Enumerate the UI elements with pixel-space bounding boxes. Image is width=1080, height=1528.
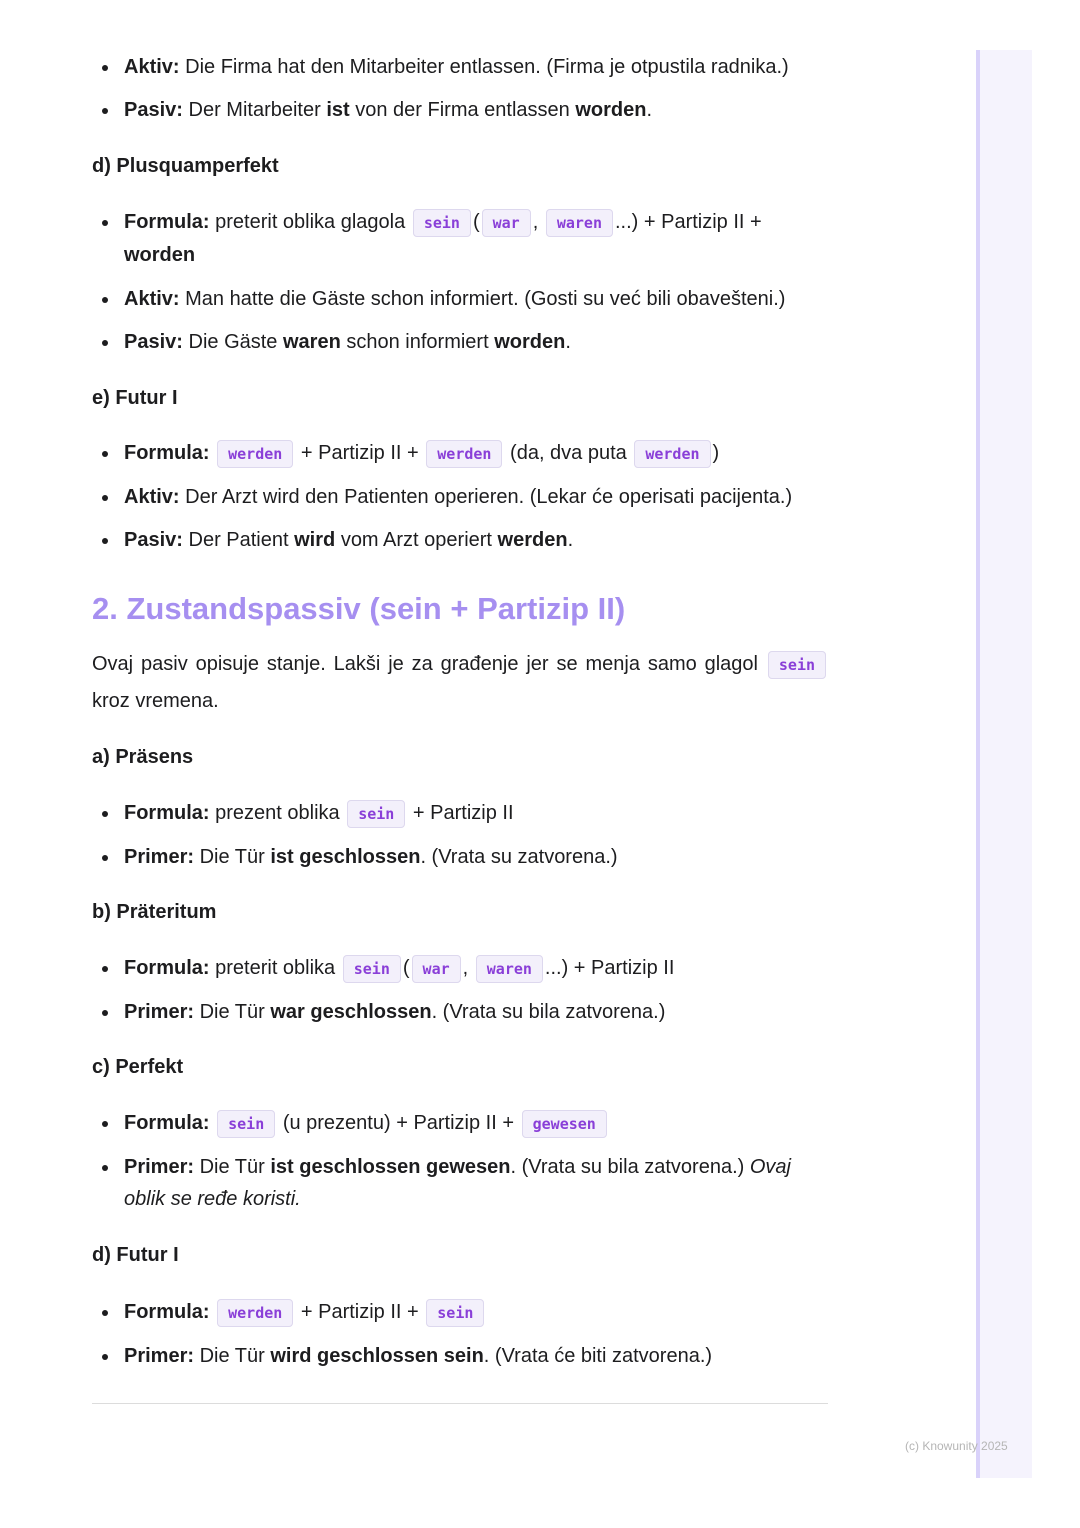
bold: worden — [124, 244, 196, 266]
text: kroz vremena. — [92, 690, 219, 712]
text: vom Arzt operiert — [340, 529, 492, 551]
text: ( — [472, 211, 480, 233]
list-item — [92, 797, 828, 830]
label: Primer: — [124, 1345, 195, 1367]
label: Primer: — [124, 846, 195, 868]
code-sein: sein — [768, 651, 826, 679]
text: ...) + Partizip II + — [614, 211, 762, 233]
list-item — [92, 51, 828, 83]
list-item — [92, 94, 828, 126]
text: . — [646, 99, 653, 121]
perfekt-list — [92, 1107, 828, 1215]
code-werden: werden — [217, 1299, 293, 1327]
text: . (Vrata će biti zatvorena.) — [483, 1345, 713, 1367]
text: Man hatte die Gäste schon informiert. (Gosti su već bili obavešteni.) — [185, 288, 786, 310]
text: ...) + Partizip II — [544, 957, 675, 979]
text: preterit oblika glagola — [215, 211, 406, 233]
bold: werden — [497, 529, 568, 551]
code-sein: sein — [413, 209, 471, 237]
list-item — [92, 952, 828, 985]
list-item — [92, 283, 828, 315]
text: + Partizip II + — [300, 442, 419, 464]
text: , — [462, 957, 469, 979]
label: Aktiv: — [124, 288, 180, 310]
code-sein: sein — [347, 800, 405, 828]
text: + Partizip II + — [300, 1301, 419, 1323]
text: , — [532, 211, 539, 233]
text: Der Arzt wird den Patienten operieren. (Lekar će operisati pacijenta.) — [185, 486, 793, 508]
code-gewesen: gewesen — [522, 1110, 607, 1138]
text: von der Firma entlassen — [355, 99, 570, 121]
text: . (Vrata su bila zatvorena.) — [510, 1156, 745, 1178]
side-panel — [976, 50, 1032, 1478]
code-werden: werden — [634, 440, 710, 468]
copyright-footer: (c) Knowunity 2025 — [905, 1439, 1008, 1453]
bold: ist geschlossen — [270, 846, 421, 868]
list-item — [92, 437, 852, 470]
code-sein: sein — [426, 1299, 484, 1327]
text: Die Firma hat den Mitarbeiter entlassen. (Firma je otpustila radnika.) — [185, 56, 789, 78]
label: Primer: — [124, 1001, 195, 1023]
text: preterit oblika — [215, 957, 336, 979]
bold: waren — [283, 331, 341, 353]
list-item — [92, 1107, 828, 1140]
plusquamperfekt-list — [92, 206, 828, 358]
list-item — [92, 996, 828, 1028]
text: . — [567, 529, 574, 551]
bold: worden — [575, 99, 647, 121]
text: Ovaj pasiv opisuje stanje. Lakši je za građenje jer se menja samo glagol — [92, 653, 758, 675]
text: Die Tür — [199, 1345, 265, 1367]
label: Pasiv: — [124, 529, 183, 551]
list-item — [92, 1296, 828, 1329]
bold: wird — [294, 529, 336, 551]
futur-list — [92, 437, 852, 556]
label: Pasiv: — [124, 99, 183, 121]
label: Aktiv: — [124, 56, 180, 78]
code-waren: waren — [476, 955, 543, 983]
text: schon informiert — [346, 331, 489, 353]
bold: ist geschlossen gewesen — [270, 1156, 511, 1178]
text: prezent oblika — [215, 802, 340, 824]
label: Pasiv: — [124, 331, 183, 353]
list-item — [92, 481, 852, 513]
list-item — [92, 206, 828, 271]
code-werden: werden — [217, 440, 293, 468]
bold: worden — [494, 331, 566, 353]
text: Die Tür — [199, 1156, 265, 1178]
bold: wird geschlossen sein — [270, 1345, 484, 1367]
label: Formula: — [124, 1112, 210, 1134]
label: Primer: — [124, 1156, 195, 1178]
list-item — [92, 1340, 828, 1372]
heading-perfekt: c) Perfekt — [92, 1056, 184, 1078]
label: Formula: — [124, 802, 210, 824]
text: . — [565, 331, 571, 353]
code-werden: werden — [426, 440, 502, 468]
heading-futur-1-zustand: d) Futur I — [92, 1244, 179, 1266]
perfekt-example-list — [92, 51, 828, 126]
text: ( — [402, 957, 410, 979]
praesens-list — [92, 797, 828, 873]
bold: ist — [326, 99, 350, 121]
heading-futur-1: e) Futur I — [92, 387, 178, 409]
italic-note: Ovaj oblik se ređe koristi. — [124, 1156, 791, 1210]
text: ) — [712, 442, 720, 464]
heading-plusquamperfekt: d) Plusquamperfekt — [92, 155, 279, 177]
text: Die Gäste — [188, 331, 278, 353]
label: Formula: — [124, 211, 210, 233]
list-item — [92, 1151, 828, 1215]
list-item — [92, 524, 852, 556]
divider — [92, 1403, 828, 1404]
bold: war geschlossen — [270, 1001, 432, 1023]
code-waren: waren — [546, 209, 613, 237]
text: (da, dva puta — [510, 442, 627, 464]
label: Aktiv: — [124, 486, 180, 508]
heading-praesens: a) Präsens — [92, 746, 194, 768]
text: + Partizip II — [412, 802, 514, 824]
text: . (Vrata su bila zatvorena.) — [431, 1001, 666, 1023]
text: Die Tür — [199, 1001, 265, 1023]
praeteritum-list — [92, 952, 828, 1028]
heading-praeteritum: b) Präteritum — [92, 901, 217, 923]
futur-zustand-list — [92, 1296, 828, 1372]
text: Der Patient — [188, 529, 289, 551]
text: . (Vrata su zatvorena.) — [420, 846, 618, 868]
label: Formula: — [124, 1301, 210, 1323]
code-war: war — [482, 209, 531, 237]
intro-paragraph — [92, 646, 828, 719]
list-item — [92, 841, 828, 873]
label: Formula: — [124, 442, 210, 464]
text: (u prezentu) + Partizip II + — [282, 1112, 515, 1134]
section-title-zustandspassiv: 2. Zustandspassiv (sein + Partizip II) — [92, 591, 626, 626]
text: Der Mitarbeiter — [188, 99, 321, 121]
list-item — [92, 326, 828, 358]
text: Die Tür — [199, 846, 265, 868]
code-sein: sein — [343, 955, 401, 983]
label: Formula: — [124, 957, 210, 979]
code-war: war — [412, 955, 461, 983]
code-sein: sein — [217, 1110, 275, 1138]
